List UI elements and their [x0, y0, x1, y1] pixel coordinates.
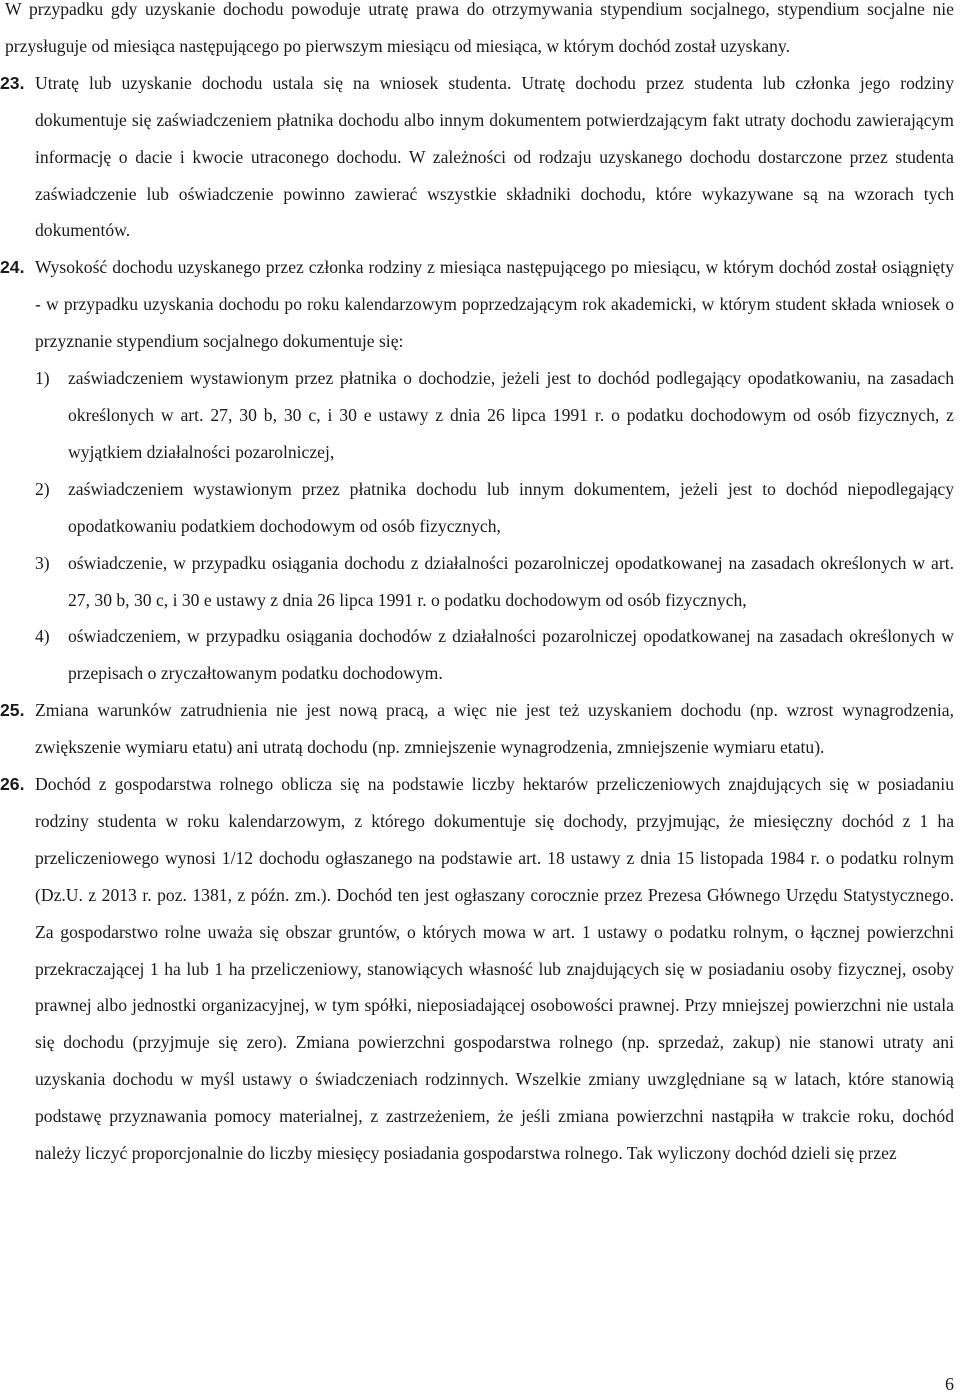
- section-number: 23.: [0, 72, 25, 93]
- item-marker: 1): [35, 368, 50, 389]
- section-24-item-1: [0, 360, 954, 471]
- section-24: [0, 249, 954, 360]
- section-number: 24.: [0, 257, 25, 278]
- section-number: 26.: [0, 774, 25, 795]
- section-24-item-2: [0, 471, 954, 545]
- item-text: oświadczeniem, w przypadku osiągania dochodów z działalności pozarolniczej opodatkowanej na zasadach określonych w przepisach o zryczałtowanym podatku dochodowym.: [68, 626, 954, 684]
- section-24-item-4: [0, 618, 954, 692]
- item-text: zaświadczeniem wystawionym przez płatnika dochodu lub innym dokumentem, jeżeli jest to dochód niepodlegający opodatkowaniu podatkiem dochodowym od osób fizycznych,: [68, 478, 954, 536]
- section-23: [0, 65, 954, 250]
- section-text: Dochód z gospodarstwa rolnego oblicza się na podstawie liczby hektarów przeliczeniowych znajdujących się w posiadaniu rodziny studenta w roku kalendarzowym, z którego dokumentuje się dochody, przyjmując, że miesięczny dochód z 1 ha przeliczeniowego wynosi 1/12 dochodu ogłaszanego na podstawie art. 18 ustawy z dnia 15 listopada 1984 r. o podatku rolnym (Dz.U. z 2013 r. poz. 1381, z późn. zm.). Dochód ten jest ogłaszany corocznie przez Prezesa Głównego Urzędu Statystycznego. Za gospodarstwo rolne uważa się obszar gruntów, o których mowa w art. 1 ustawy o podatku rolnym, o łącznej powierzchni przekraczającej 1 ha lub 1 ha przeliczeniowy, stanowiących własność lub znajdujących się w posiadaniu osoby fizycznej, osoby prawnej albo jednostki organizacyjnej, w tym spółki, nieposiadającej osobowości prawnej. Przy mniejszej powierzchni nie ustala się dochodu (przyjmuje się zero). Zmiana powierzchni gospodarstwa rolnego (np. sprzedaż, zakup) nie stanowi utraty ani uzyskania dochodu w myśl ustawy o świadczeniach rodzinnych. Wszelkie zmiany uwzględniane są w latach, które stanowią podstawę przyznawania pomocy materialnej, z zastrzeżeniem, że jeśli zmiana powierzchni nastąpiła w trakcie roku, dochód należy liczyć proporcjonalnie do liczby miesięcy posiadania gospodarstwa rolnego. Tak wyliczony dochód dzieli się przez: [35, 774, 954, 1164]
- page-number: 6: [945, 1374, 954, 1394]
- section-number: 25.: [0, 700, 25, 721]
- item-marker: 2): [35, 478, 50, 499]
- item-marker: 3): [35, 552, 50, 573]
- section-text: Wysokość dochodu uzyskanego przez członka rodziny z miesiąca następującego po miesiącu, w którym dochód został osiągnięty - w przypadku uzyskania dochodu po roku kalendarzowym poprzedzającym rok akademicki, w którym student składa wniosek o przyznanie stypendium socjalnego dokumentuje się:: [35, 257, 954, 352]
- section-26: [0, 766, 954, 1172]
- item-text: zaświadczeniem wystawionym przez płatnika o dochodzie, jeżeli jest to dochód podlegający opodatkowaniu, na zasadach określonych w art. 27, 30 b, 30 c, i 30 e ustawy z dnia 26 lipca 1991 r. o podatku dochodowym od osób fizycznych, z wyjątkiem działalności pozarolniczej,: [68, 368, 954, 462]
- section-25: [0, 692, 954, 766]
- intro-paragraph: W przypadku gdy uzyskanie dochodu powoduje utratę prawa do otrzymywania stypendium socjalnego, stypendium socjalne nie przysługuje od miesiąca następującego po pierwszym miesiącu od miesiąca, w którym dochód został uzyskany.: [5, 0, 954, 56]
- item-marker: 4): [35, 626, 50, 647]
- section-text: Zmiana warunków zatrudnienia nie jest nową pracą, a więc nie jest też uzyskaniem dochodu (np. wzrost wynagrodzenia, zwiększenie wymiaru etatu) ani utratą dochodu (np. zmniejszenie wynagrodzenia, zmniejszenie wymiaru etatu).: [35, 700, 954, 758]
- item-text: oświadczenie, w przypadku osiągania dochodu z działalności pozarolniczej opodatkowanej na zasadach określonych w art. 27, 30 b, 30 c, i 30 e ustawy z dnia 26 lipca 1991 r. o podatku dochodowym od osób fizycznych,: [68, 552, 954, 610]
- section-24-item-3: [0, 545, 954, 619]
- section-text: Utratę lub uzyskanie dochodu ustala się na wniosek studenta. Utratę dochodu przez studenta lub członka jego rodziny dokumentuje się zaświadczeniem płatnika dochodu albo innym dokumentem potwierdzającym fakt utraty dochodu zawierającym informację o dacie i kwocie utraconego dochodu. W zależności od rodzaju uzyskanego dochodu dostarczone przez studenta zaświadczenie lub oświadczenie powinno zawierać wszystkie składniki dochodu, które wykazywane są na wzorach tych dokumentów.: [35, 72, 954, 241]
